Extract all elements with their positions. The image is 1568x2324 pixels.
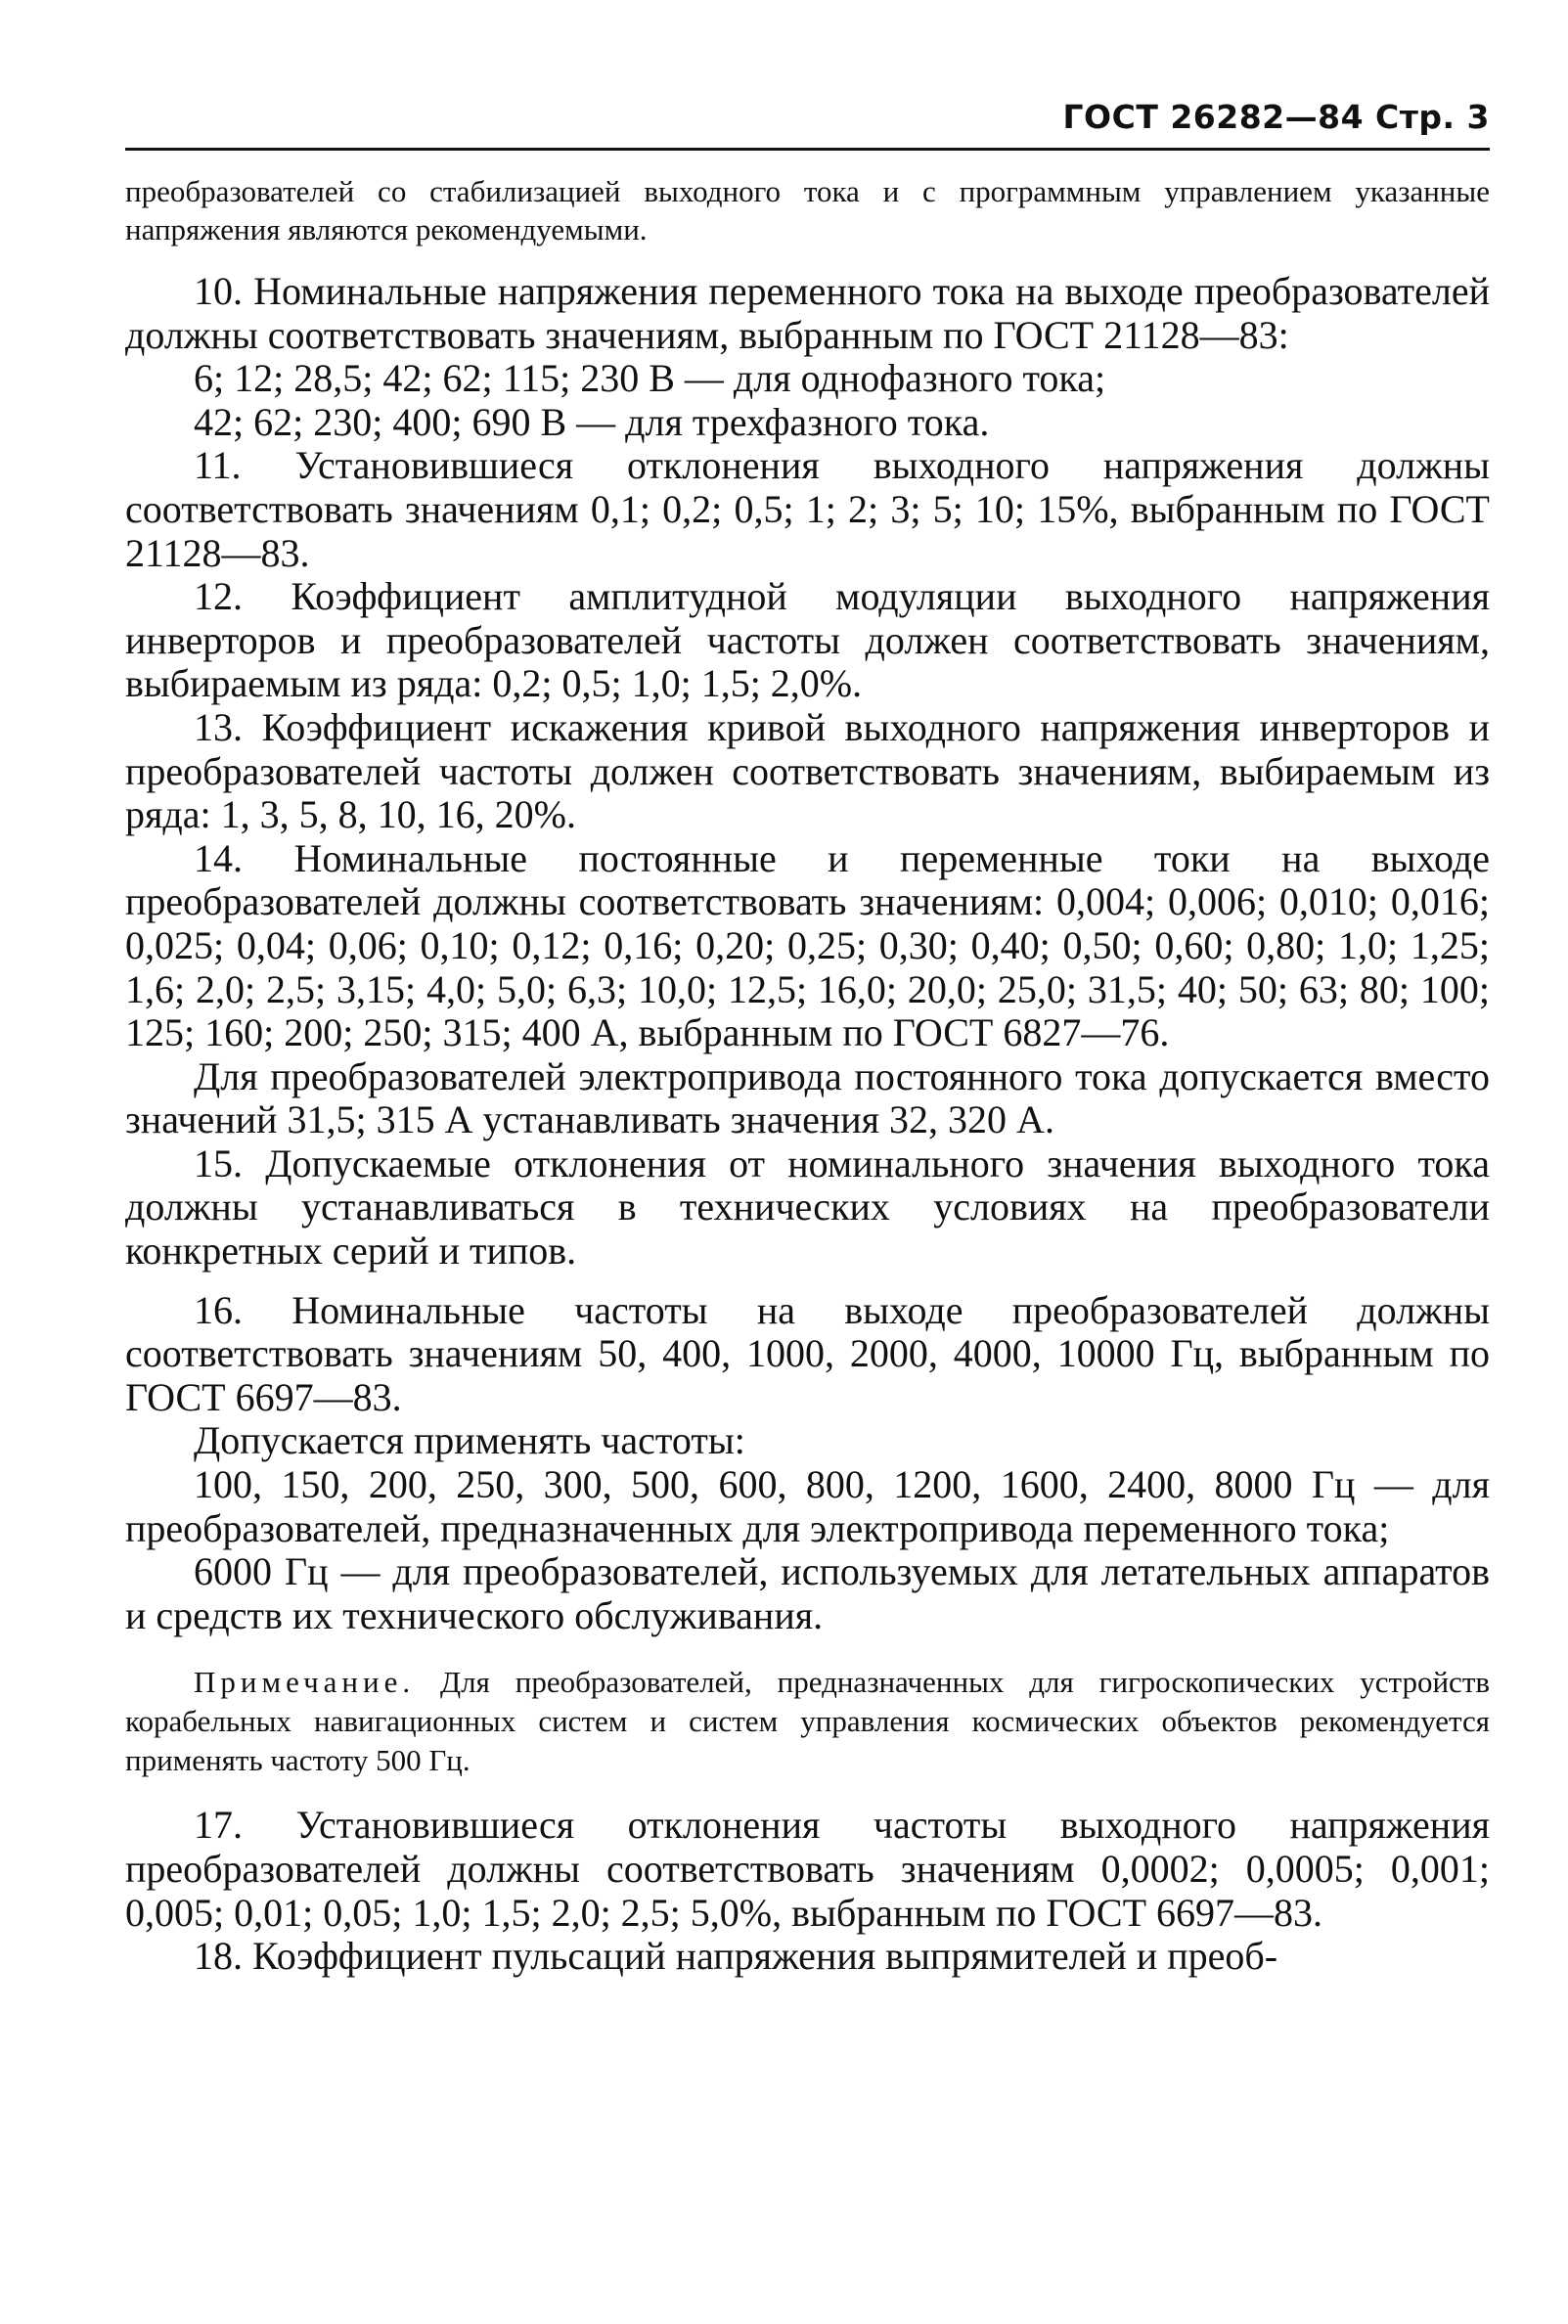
note-text: Для преобразователей, предназначенных для гигроскопических устройств корабельных навигационных систем и систем управления космических объектов рекомендуется применять частоту 500 Гц.: [125, 1665, 1490, 1778]
paragraph-10-line-1: 6; 12; 28,5; 42; 62; 115; 230 В — для однофазного тока;: [194, 356, 1106, 401]
document-page: [125, 98, 1490, 1979]
paragraph-10-line-2: 42; 62; 230; 400; 690 В — для трехфазного тока.: [194, 399, 990, 444]
paragraph-17: 17. Установившиеся отклонения частоты выходного напряжения преобразователей должны соответствовать значениям 0,0002; 0,0005; 0,001; 0,005; 0,01; 0,05; 1,0; 1,5; 2,0; 2,5; 5,0%, выбранным по ГОСТ 6697—83.: [125, 1803, 1490, 1935]
paragraph-11: 11. Установившиеся отклонения выходного напряжения должны соответствовать значениям 0,1; 0,2; 0,5; 1; 2; 3; 5; 10; 15%, выбранным по ГОСТ 21128—83.: [125, 443, 1490, 575]
paragraph-16-b: 6000 Гц — для преобразователей, используемых для летательных аппаратов и средств их технического обслуживания.: [125, 1549, 1490, 1637]
page-header: ГОСТ 26282—84 Стр. 3: [125, 98, 1490, 151]
intro-paragraph: преобразователей со стабилизацией выходного тока и с программным управлением указанные напряжения являются рекомендуемыми.: [125, 174, 1490, 246]
paragraph-10: 10. Номинальные напряжения переменного тока на выходе преобразователей должны соответствовать значениям, выбранным по ГОСТ 21128—83:: [125, 269, 1490, 357]
paragraph-14-extra: Для преобразователей электропривода постоянного тока допускается вместо значений 31,5; 315 А устанавливать значения 32, 320 А.: [125, 1053, 1490, 1142]
paragraph-16: 16. Номинальные частоты на выходе преобразователей должны соответствовать значениям 50, 400, 1000, 2000, 4000, 10000 Гц, выбранным по ГОСТ 6697—83.: [125, 1287, 1490, 1419]
paragraph-14: 14. Номинальные постоянные и переменные токи на выходе преобразователей должны соответствовать значениям: 0,004; 0,006; 0,010; 0,016; 0,025; 0,04; 0,06; 0,10; 0,12; 0,16; 0,20; 0,25; 0,30; 0,40; 0,50; 0,60; 0,80; 1,0; 1,25; 1,6; 2,0; 2,5; 3,15; 4,0; 5,0; 6,3; 10,0; 12,5; 16,0; 20,0; 25,0; 31,5; 40; 50; 63; 80; 100; 125; 160; 200; 250; 315; 400 А, выбранным по ГОСТ 6827—76.: [125, 835, 1490, 1055]
paragraph-13: 13. Коэффициент искажения кривой выходного напряжения инверторов и преобразователей частоты должен соответствовать значениям, выбираемым из ряда: 1, 3, 5, 8, 10, 16, 20%.: [125, 704, 1490, 837]
paragraph-16-a: 100, 150, 200, 250, 300, 500, 600, 800, 1200, 1600, 2400, 8000 Гц — для преобразователей, предназначенных для электропривода переменного тока;: [125, 1462, 1490, 1550]
paragraph-16-allow: Допускается применять частоты:: [194, 1418, 745, 1463]
note-label: Примечание.: [194, 1665, 416, 1700]
paragraph-12: 12. Коэффициент амплитудной модуляции выходного напряжения инверторов и преобразователей частоты должен соответствовать значениям, выбираемым из ряда: 0,2; 0,5; 1,0; 1,5; 2,0%.: [125, 574, 1490, 706]
paragraph-15: 15. Допускаемые отклонения от номинального значения выходного тока должны устанавливаться в технических условиях на преобразователи конкретных серий и типов.: [125, 1140, 1490, 1274]
note-paragraph: [125, 1663, 1490, 1780]
paragraph-18: 18. Коэффициент пульсаций напряжения выпрямителей и преоб-: [194, 1934, 1278, 1979]
